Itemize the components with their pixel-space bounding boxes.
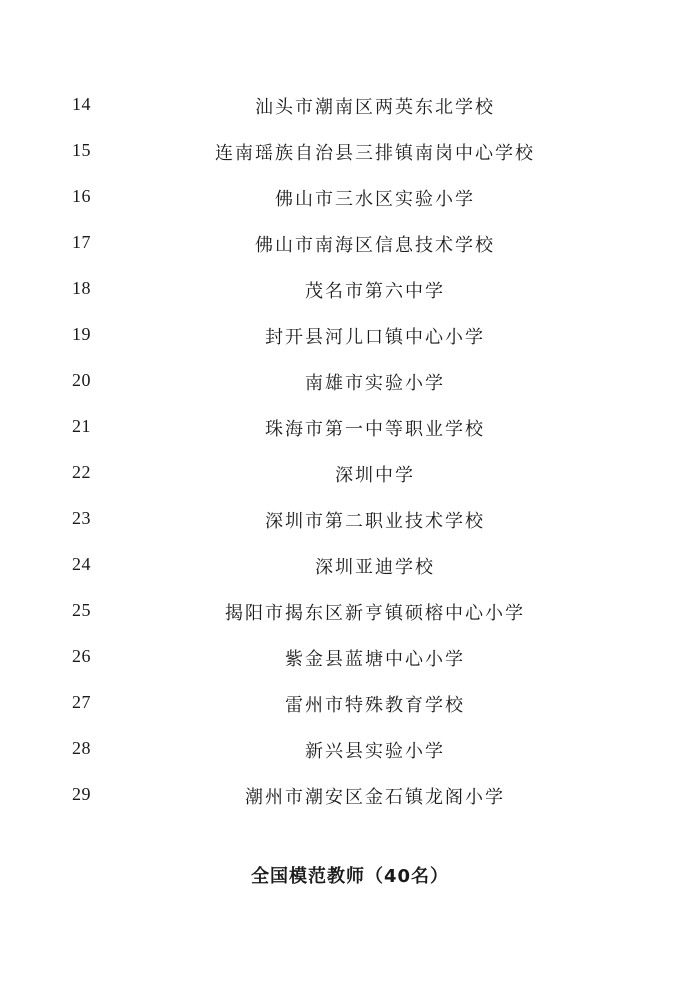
item-number: 28 <box>72 738 91 758</box>
list-item <box>0 266 700 312</box>
item-number: 24 <box>72 554 91 574</box>
list-item <box>0 358 700 404</box>
school-name: 连南瑶族自治县三排镇南岗中心学校 <box>215 143 535 164</box>
school-name: 佛山市三水区实验小学 <box>275 189 475 210</box>
list-item <box>0 634 700 680</box>
item-number: 15 <box>72 140 91 160</box>
list-item <box>0 588 700 634</box>
item-number: 18 <box>72 278 91 298</box>
school-name: 紫金县蓝塘中心小学 <box>285 649 465 670</box>
item-number: 21 <box>72 416 91 436</box>
school-name: 封开县河儿口镇中心小学 <box>265 327 485 348</box>
school-name: 茂名市第六中学 <box>305 281 445 302</box>
item-number: 14 <box>72 94 91 114</box>
list-item <box>0 220 700 266</box>
school-name: 深圳市第二职业技术学校 <box>265 511 485 532</box>
item-number: 25 <box>72 600 91 620</box>
list-item <box>0 404 700 450</box>
school-name: 深圳中学 <box>335 465 415 486</box>
school-name: 潮州市潮安区金石镇龙阁小学 <box>245 787 505 808</box>
list-item <box>0 726 700 772</box>
item-number: 22 <box>72 462 91 482</box>
item-number: 20 <box>72 370 91 390</box>
list-item <box>0 82 700 128</box>
school-name: 南雄市实验小学 <box>305 373 445 394</box>
school-name: 新兴县实验小学 <box>305 741 445 762</box>
list-item <box>0 128 700 174</box>
item-number: 19 <box>72 324 91 344</box>
item-number: 27 <box>72 692 91 712</box>
list-item <box>0 542 700 588</box>
school-name: 汕头市潮南区两英东北学校 <box>255 97 495 118</box>
item-number: 23 <box>72 508 91 528</box>
list-item <box>0 312 700 358</box>
school-name: 深圳亚迪学校 <box>315 557 435 578</box>
list-item <box>0 772 700 818</box>
school-name: 珠海市第一中等职业学校 <box>265 419 485 440</box>
list-item <box>0 450 700 496</box>
item-number: 17 <box>72 232 91 252</box>
section-heading: 全国模范教师（40名） <box>250 866 450 887</box>
school-name: 佛山市南海区信息技术学校 <box>255 235 495 256</box>
list-item <box>0 680 700 726</box>
item-number: 29 <box>72 784 91 804</box>
item-number: 26 <box>72 646 91 666</box>
list-item <box>0 496 700 542</box>
list-item <box>0 174 700 220</box>
school-name: 揭阳市揭东区新亨镇硕榕中心小学 <box>225 603 525 624</box>
school-list <box>0 82 700 818</box>
school-name: 雷州市特殊教育学校 <box>285 695 465 716</box>
item-number: 16 <box>72 186 91 206</box>
